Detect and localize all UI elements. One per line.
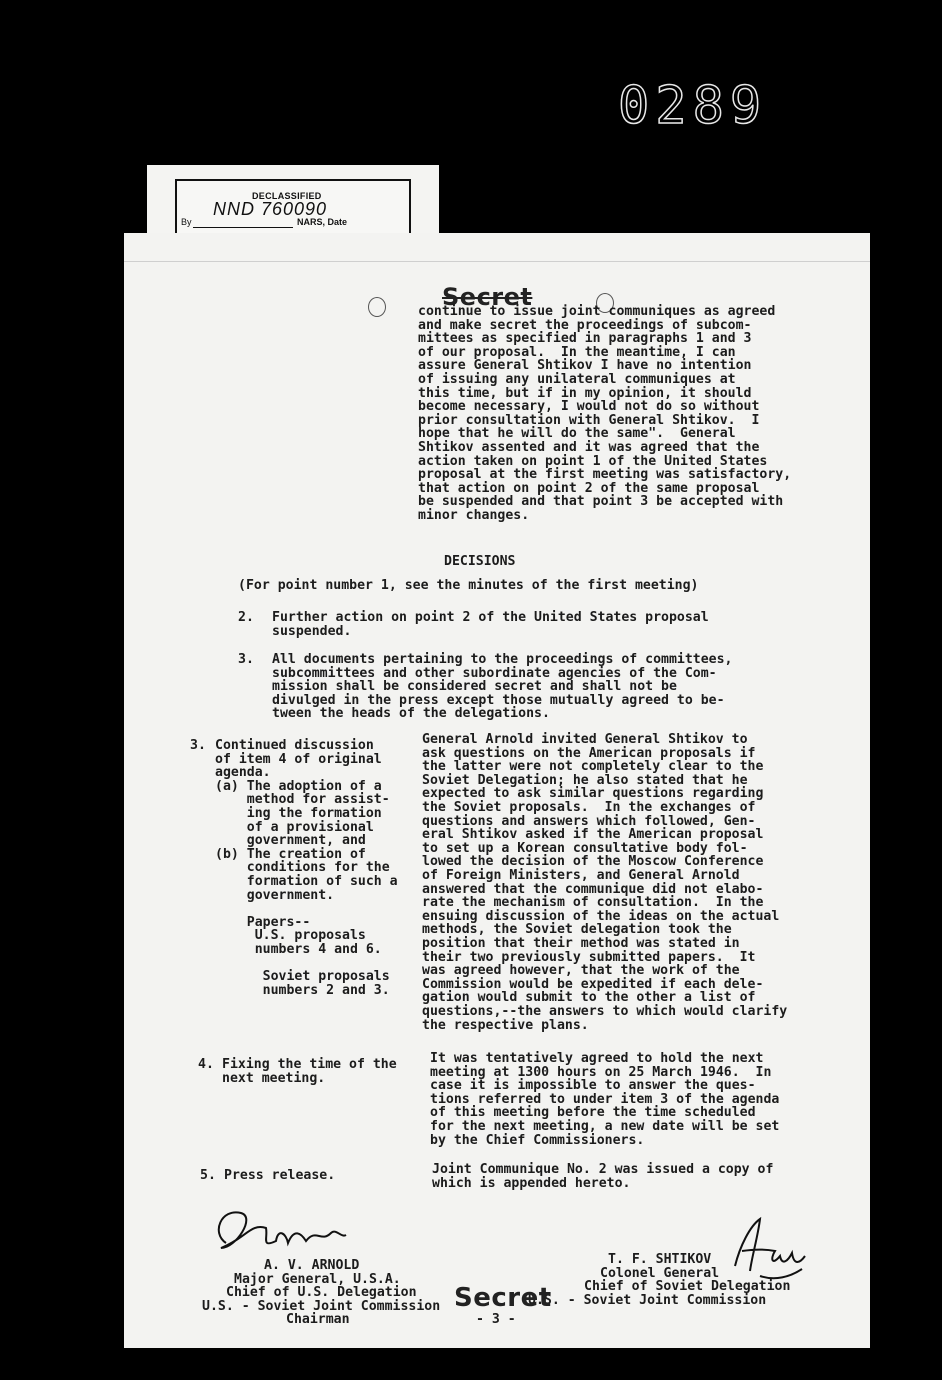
agenda-item-subject: method for assist- [215,792,390,808]
decision-line: All documents pertaining to the proceedings of committees, [272,652,733,667]
agenda-item-subject: Fixing the time of the [222,1057,397,1072]
intro-line: continue to issue joint communiques as agreed [418,304,776,319]
signatory-line: Chief of U.S. Delegation [226,1285,417,1301]
classification-mark-bottom: Secret [454,1283,552,1313]
decision-line: Further action on point 2 of the United States proposal [272,610,709,625]
decisions-heading: DECISIONS [444,554,516,569]
agenda-item-discussion: position that their method was stated in [422,936,740,951]
agenda-item-discussion: their two previously submitted papers. It [422,949,756,965]
stamp-nars-date-label: NARS, Date [297,217,348,227]
signatory-line: Chief of Soviet Delegation [584,1279,791,1295]
signatory-line: Chairman [286,1312,350,1328]
agenda-item-discussion: General Arnold invited General Shtikov to [422,732,748,747]
agenda-item-subject: of item 4 of original [215,751,382,767]
signatory-line: A. V. ARNOLD [264,1258,360,1273]
decision-number: 3. [238,652,254,667]
microfilm-frame-number: 0289 [618,76,768,136]
agenda-item-subject: (b) The creation of [215,846,366,862]
decision-line: tween the heads of the delegations. [272,706,550,722]
agenda-item-discussion: gation would submit to the other a list of [422,990,756,1006]
agenda-item-subject: Continued discussion [215,738,374,753]
agenda-item-discussion: was agreed however, that the work of the [422,963,740,979]
intro-line: this time, but if in my opinion, it should [418,385,752,401]
agenda-item-discussion: case it is impossible to answer the ques- [430,1078,756,1094]
agenda-item-subject: formation of such a [215,874,398,889]
agenda-item-discussion: for the next meeting, a new date will be set [430,1119,780,1134]
stamp-title: DECLASSIFIED [252,191,322,201]
agenda-item-discussion: It was tentatively agreed to hold the next [430,1051,764,1066]
declassification-stamp [175,179,411,235]
agenda-item-discussion: Joint Communique No. 2 was issued a copy of [432,1162,774,1177]
agenda-item-discussion: lowed the decision of the Moscow Conference [422,854,764,870]
signatory-line: Colonel General [600,1265,720,1281]
decision-line: subcommittees and other subordinate agencies of the Com- [272,665,717,681]
decision-number: 2. [238,610,254,625]
agenda-item-subject: ing the formation [215,806,382,821]
intro-line: hope that he will do the same". General [418,426,736,442]
agenda-item-discussion: Commission would be expedited if each dele- [422,976,764,992]
agenda-item-subject: next meeting. [222,1070,326,1086]
intro-line: that action on point 2 of the same proposal [418,480,760,496]
decision-line: (For point number 1, see the minutes of the first meeting) [238,578,699,593]
agenda-item-discussion: methods, the Soviet delegation took the [422,922,732,938]
agenda-item-subject: government. [215,887,335,903]
decision-line: suspended. [272,623,352,639]
decision-line: mission shall be considered secret and shall not be [272,679,677,695]
agenda-item-discussion: of Foreign Ministers, and General Arnold [422,868,740,883]
agenda-item-discussion: which is appended hereto. [432,1175,631,1191]
agenda-item-discussion: the Soviet proposals. In the exchanges of [422,800,756,815]
agenda-item-subject: numbers 4 and 6. [215,942,382,957]
agenda-item-discussion: the respective plans. [422,1017,589,1033]
agenda-item-number: 5. [200,1168,216,1183]
intro-line: minor changes. [418,508,530,523]
agenda-item-discussion: to set up a Korean consultative body fol- [422,840,748,856]
agenda-item-discussion: ask questions on the American proposals if [422,745,756,761]
decision-line: divulged in the press except those mutually agreed to be- [272,692,725,708]
signatory-line: U.S. - Soviet Joint Commission [528,1292,767,1308]
agenda-item-discussion: tions referred to under item 3 of the agenda [430,1091,780,1107]
agenda-item-discussion: the latter were not completely clear to the [422,759,764,775]
agenda-item-subject: Press release. [224,1168,336,1183]
agenda-item-discussion: meeting at 1300 hours on 25 March 1946. In [430,1064,772,1080]
agenda-item-number: 4. [198,1057,214,1072]
agenda-item-discussion: eral Shtikov asked if the American proposal [422,827,764,843]
intro-line: and make secret the proceedings of subcom- [418,317,752,333]
agenda-item-subject: U.S. proposals [215,928,366,944]
signatory-line: T. F. SHTIKOV [608,1252,712,1267]
stamp-signature-line [193,227,293,228]
intro-line: Shtikov assented and it was agreed that the [418,440,760,455]
agenda-item-subject: conditions for the [215,860,390,876]
intro-line: of issuing any unilateral communiques at [418,372,736,387]
signatory-line: Major General, U.S.A. [234,1271,401,1287]
agenda-item-discussion: Soviet Delegation; he also stated that he [422,772,748,788]
intro-line: assure General Shtikov I have no intention [418,358,752,374]
agenda-item-discussion: questions and answers which followed, Gen- [422,813,756,829]
intro-line: become necessary, I would not do so without [418,399,760,415]
agenda-item-discussion: by the Chief Commissioners. [430,1132,645,1148]
stamp-authority: NND 760090 [213,199,328,219]
agenda-item-subject: Soviet proposals [215,969,390,985]
intro-line: of our proposal. In the meantime, I can [418,344,736,360]
agenda-item-discussion: rate the mechanism of consultation. In the [422,895,764,911]
punch-hole-left [368,297,386,317]
agenda-item-subject: (a) The adoption of a [215,778,382,794]
agenda-item-subject: numbers 2 and 3. [215,982,390,998]
intro-line: proposal at the first meeting was satisfactory, [418,467,792,483]
intro-line: mittees as specified in paragraphs 1 and 3 [418,331,752,347]
intro-line: prior consultation with General Shtikov. I [418,412,760,428]
agenda-item-subject: of a provisional [215,819,374,835]
document-page [124,233,870,1348]
agenda-item-number: 3. [190,738,206,753]
arnold-signature [206,1203,356,1263]
agenda-item-discussion: expected to ask similar questions regarding [422,786,764,802]
agenda-item-discussion: answered that the communique did not elabo- [422,881,764,897]
agenda-item-discussion: questions,--the answers to which would clarify [422,1004,788,1019]
agenda-item-subject: government, and [215,833,366,849]
classification-mark-top: Secret [442,283,533,311]
intro-line: action taken on point 1 of the United States [418,453,768,469]
signatory-line: U.S. - Soviet Joint Commission [202,1298,441,1314]
page-number: - 3 - [476,1312,516,1327]
stamp-by-label: By [181,217,192,227]
intro-line: be suspended and that point 3 be accepted with [418,494,784,510]
agenda-item-discussion: ensuing discussion of the ideas on the actual [422,908,780,924]
agenda-item-discussion: of this meeting before the time scheduled [430,1105,756,1121]
agenda-item-subject: Papers-- [215,914,311,930]
agenda-item-subject: agenda. [215,765,271,781]
